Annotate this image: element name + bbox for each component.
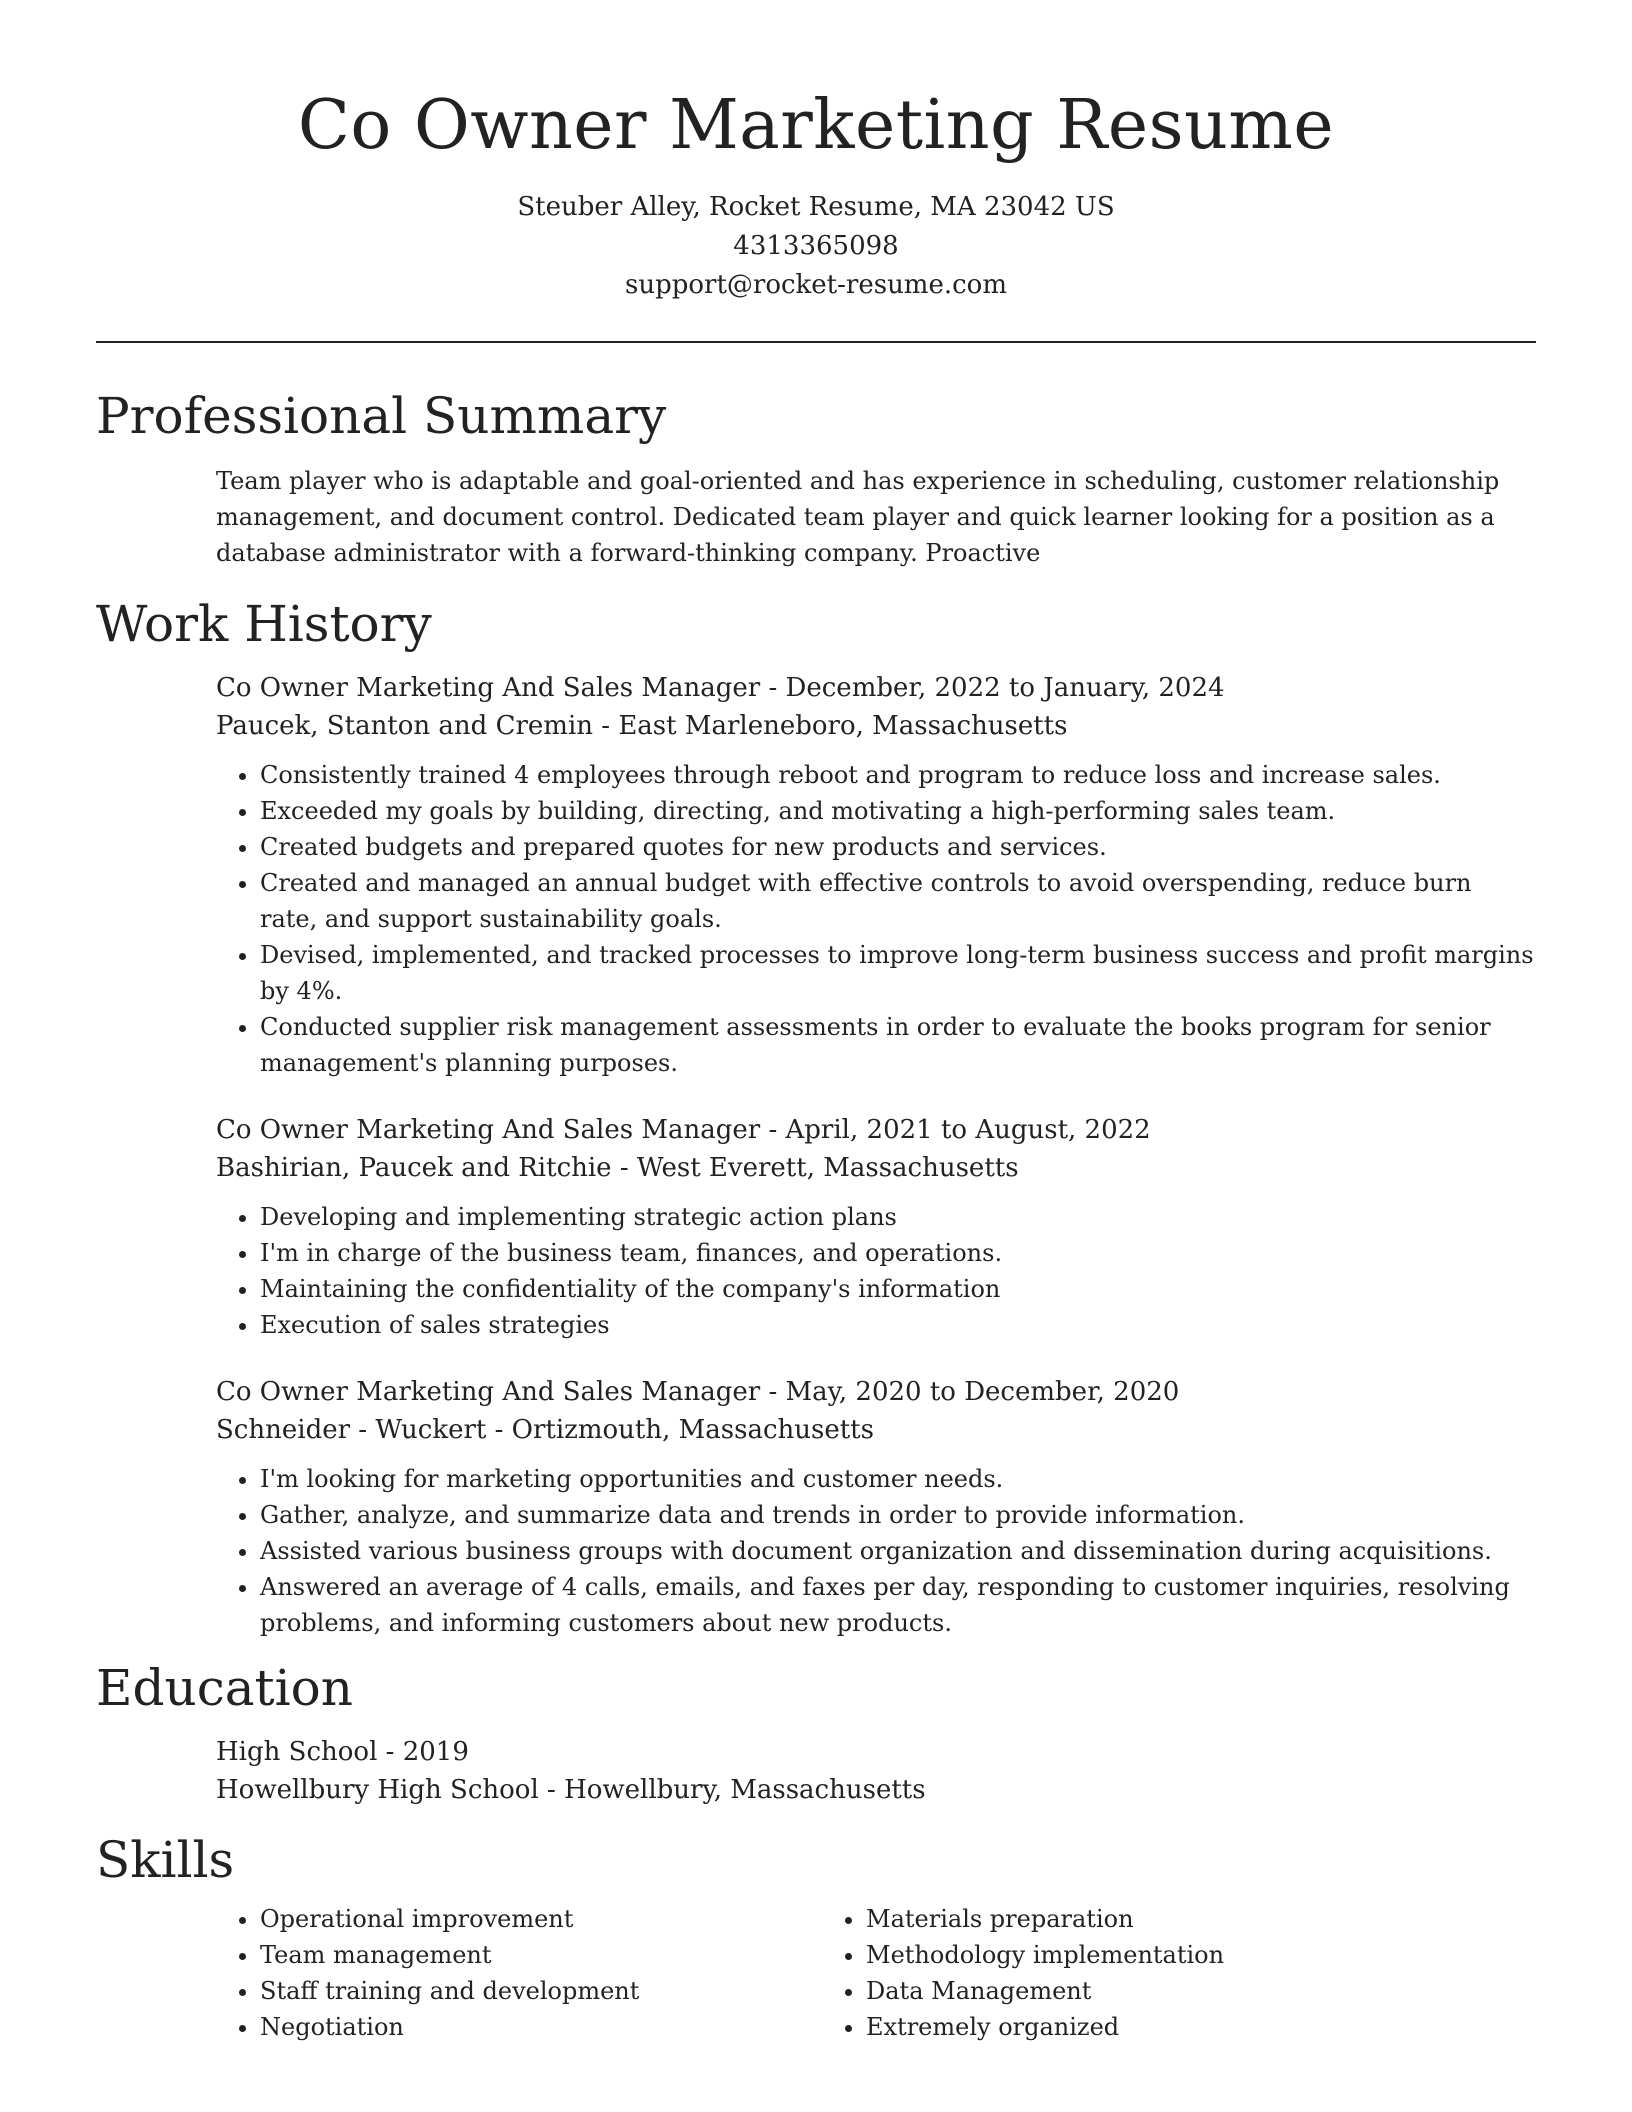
job-title-dates: Co Owner Marketing And Sales Manager - December, 2022 to January, 2024 — [216, 673, 1225, 703]
work-section — [96, 571, 1536, 1641]
education-school-location: Howellbury High School - Howellbury, Massachusetts — [216, 1775, 926, 1805]
education-heading: Education — [96, 1659, 353, 1717]
job-entry — [216, 1373, 1536, 1641]
list-item: • Devised, implemented, and tracked processes to improve long-term business success and profit margins by 4%. — [260, 937, 1536, 1009]
list-item: • Execution of sales strategies — [260, 1307, 1536, 1343]
contact-email: support@rocket-resume.com — [624, 270, 1007, 300]
job-company-location: Schneider - Wuckert - Ortizmouth, Massachusetts — [216, 1415, 874, 1445]
summary-heading: Professional Summary — [96, 387, 667, 445]
job-entry — [216, 669, 1536, 1081]
list-item: • Exceeded my goals by building, directing, and motivating a high-performing sales team. — [260, 793, 1536, 829]
skills-columns — [216, 1893, 1536, 2045]
list-item: • Maintaining the confidentiality of the company's information — [260, 1271, 1536, 1307]
skills-section — [96, 1809, 1536, 2045]
job-entry — [216, 1111, 1536, 1343]
job-bullets — [216, 1461, 1536, 1641]
education-degree-year: High School - 2019 — [216, 1737, 469, 1767]
job-bullets — [216, 757, 1536, 1081]
skills-list-right — [822, 1901, 1428, 2045]
job-bullets — [216, 1199, 1536, 1343]
list-item: • I'm looking for marketing opportunities and customer needs. — [260, 1461, 1536, 1497]
list-item: • Created budgets and prepared quotes for new products and services. — [260, 829, 1536, 865]
summary-section — [96, 343, 1536, 571]
skill-item: • Methodology implementation — [866, 1937, 1428, 1973]
list-item: • Consistently trained 4 employees through reboot and program to reduce loss and increase sales. — [260, 757, 1536, 793]
job-title-dates: Co Owner Marketing And Sales Manager - May, 2020 to December, 2020 — [216, 1377, 1180, 1407]
skill-item: • Team management — [260, 1937, 822, 1973]
summary-text: Team player who is adaptable and goal-oriented and has experience in scheduling, customer relationship management, and document control. Dedicated team player and quick learner looking for a position as a database administrator with a forward-thinking company. Proactive — [216, 467, 1500, 567]
job-company-location: Paucek, Stanton and Cremin - East Marleneboro, Massachusetts — [216, 711, 1068, 741]
contact-info — [0, 188, 1632, 305]
education-entry — [216, 1733, 1536, 1809]
job-title-dates: Co Owner Marketing And Sales Manager - April, 2021 to August, 2022 — [216, 1115, 1151, 1145]
list-item: • Created and managed an annual budget with effective controls to avoid overspending, reduce burn rate, and support sustainability goals. — [260, 865, 1536, 937]
skill-item: • Operational improvement — [260, 1901, 822, 1937]
skill-item: • Materials preparation — [866, 1901, 1428, 1937]
education-section — [96, 1641, 1536, 1809]
skills-heading: Skills — [96, 1831, 235, 1889]
resume-title: Co Owner Marketing Resume — [297, 86, 1335, 165]
list-item: • Conducted supplier risk management assessments in order to evaluate the books program for senior management's planning purposes. — [260, 1009, 1536, 1081]
skill-item: • Staff training and development — [260, 1973, 822, 2009]
contact-phone: 4313365098 — [733, 231, 899, 261]
resume-header — [0, 0, 1632, 305]
skill-item: • Data Management — [866, 1973, 1428, 2009]
job-company-location: Bashirian, Paucek and Ritchie - West Everett, Massachusetts — [216, 1153, 1019, 1183]
skill-item: • Extremely organized — [866, 2009, 1428, 2045]
skill-item: • Negotiation — [260, 2009, 822, 2045]
list-item: • Answered an average of 4 calls, emails, and faxes per day, responding to customer inquiries, resolving problems, and informing customers about new products. — [260, 1569, 1536, 1641]
list-item: • Gather, analyze, and summarize data and trends in order to provide information. — [260, 1497, 1536, 1533]
list-item: • Assisted various business groups with document organization and dissemination during acquisitions. — [260, 1533, 1536, 1569]
list-item: • I'm in charge of the business team, finances, and operations. — [260, 1235, 1536, 1271]
skills-list-left — [216, 1901, 822, 2045]
contact-address: Steuber Alley, Rocket Resume, MA 23042 US — [517, 192, 1115, 222]
list-item: • Developing and implementing strategic action plans — [260, 1199, 1536, 1235]
work-heading: Work History — [96, 595, 432, 653]
